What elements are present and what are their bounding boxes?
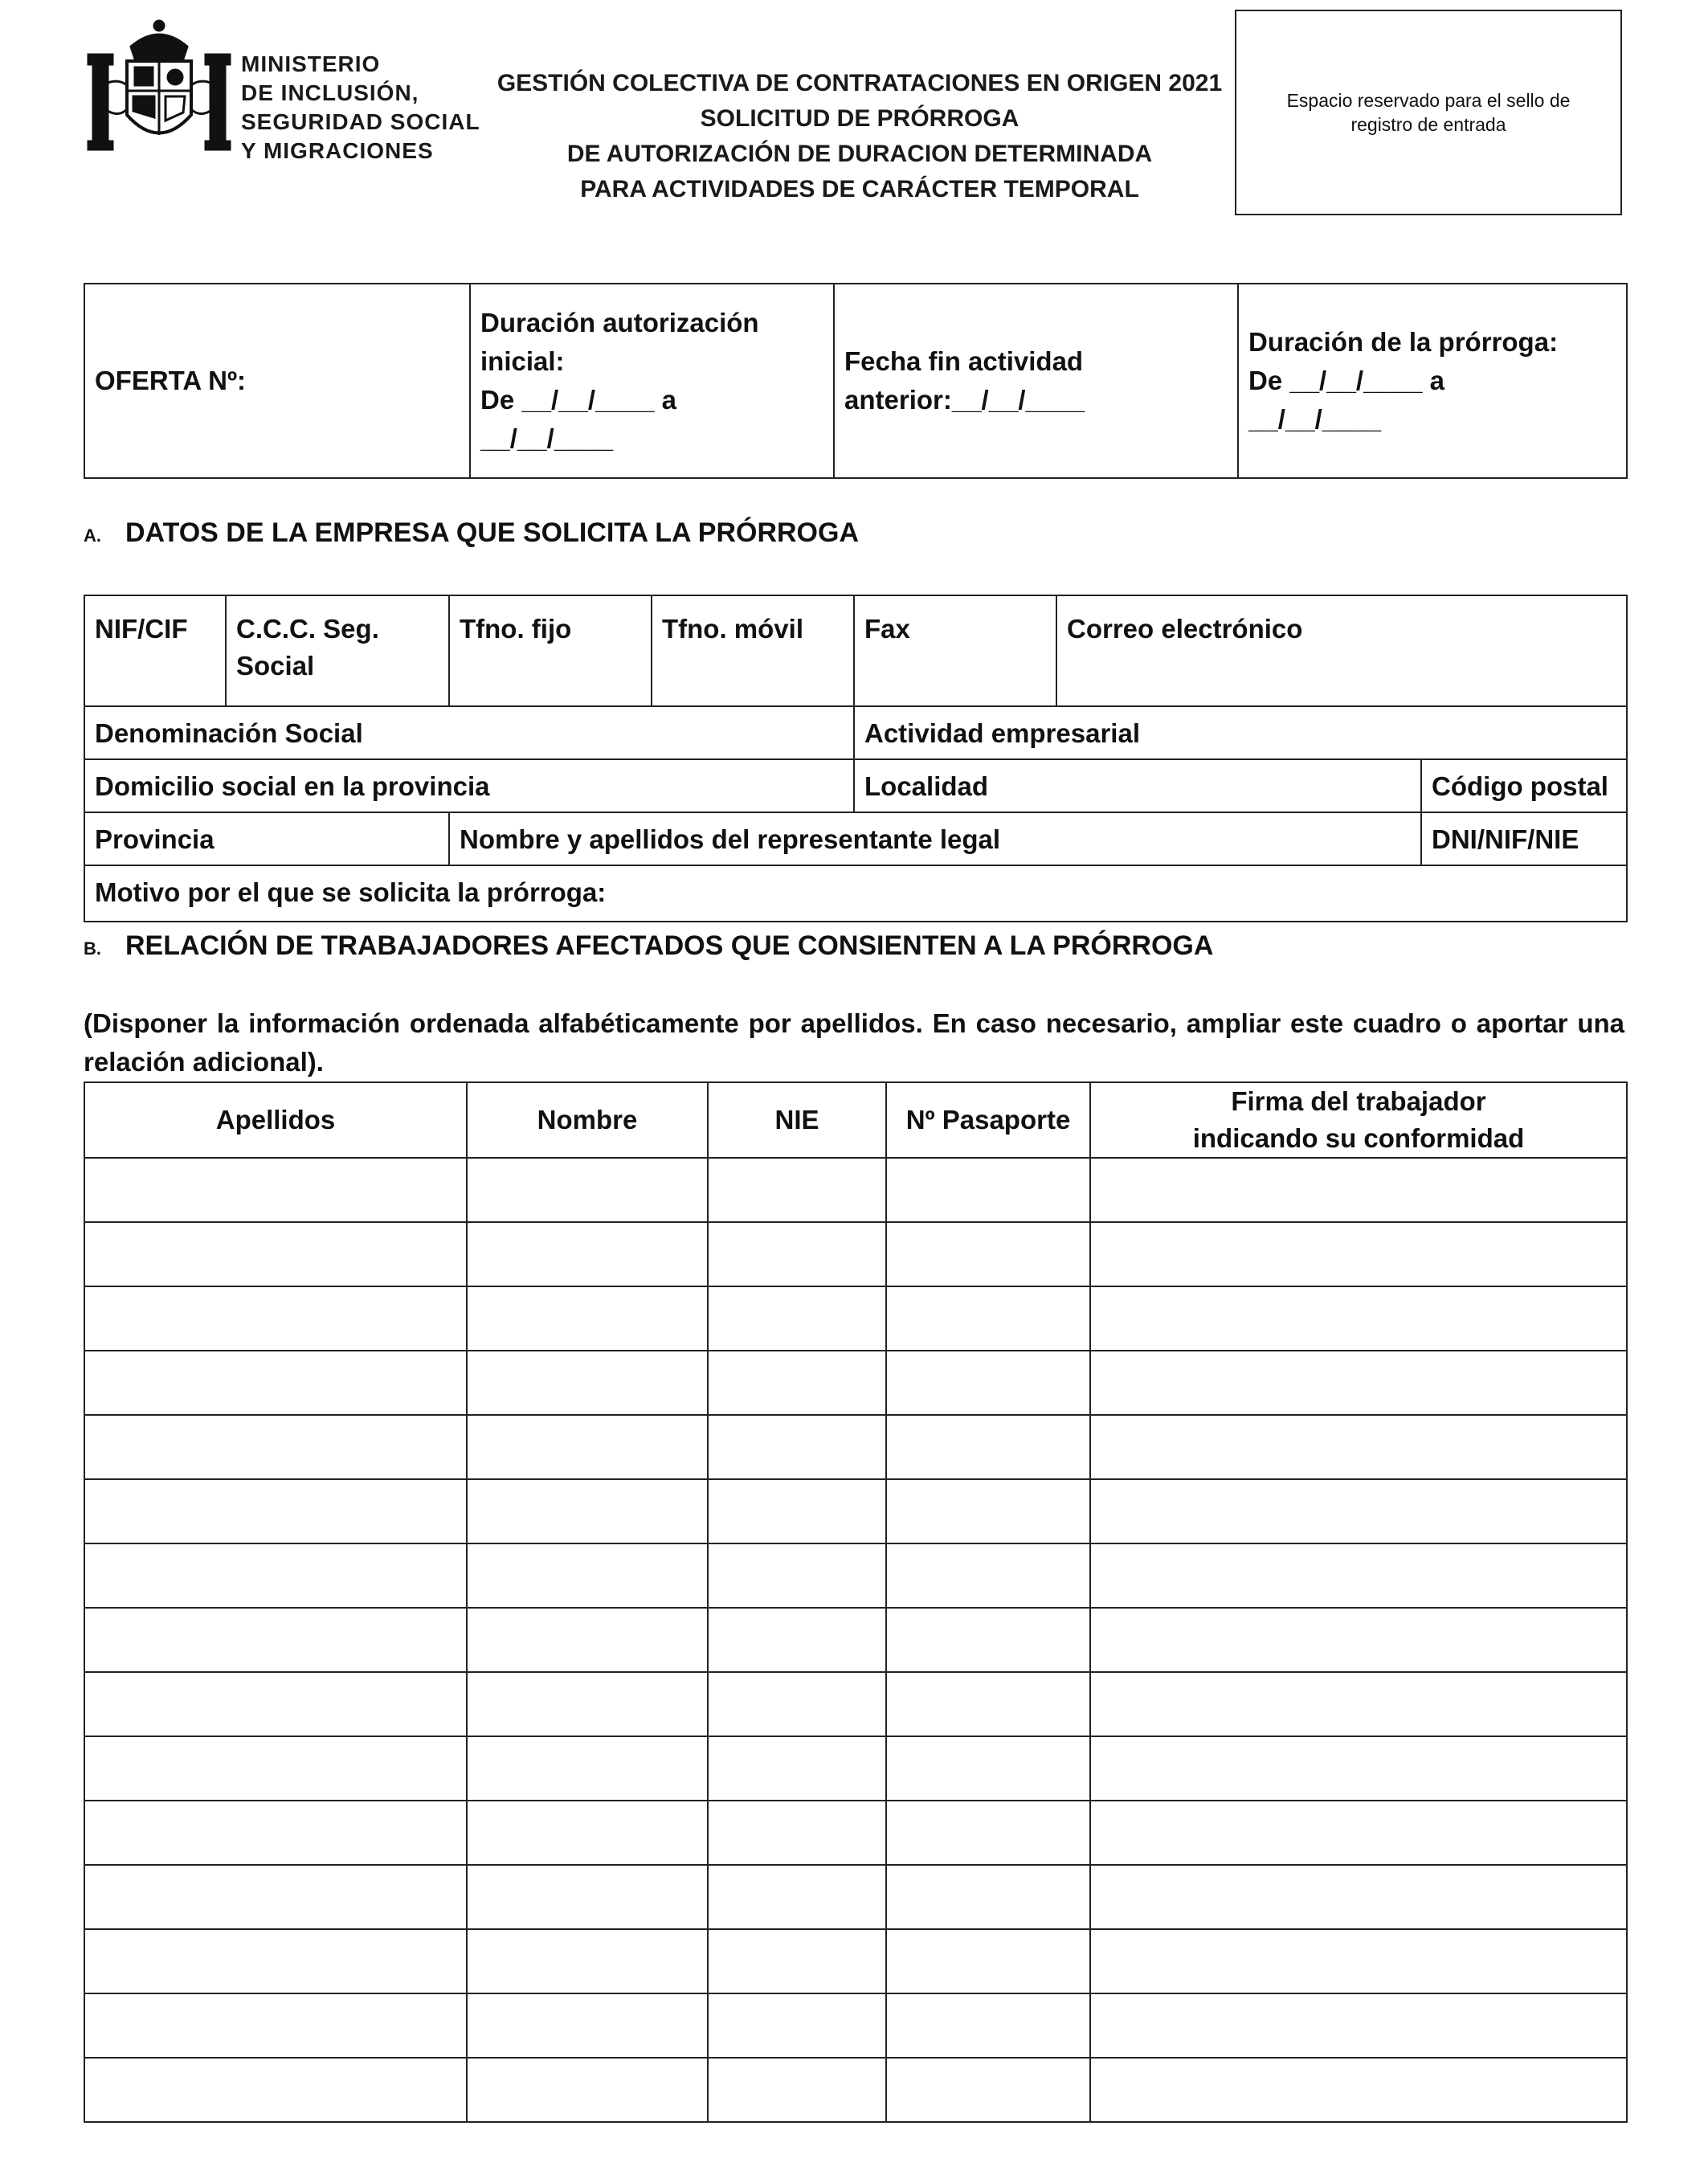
firma-cell[interactable] <box>1090 1672 1627 1736</box>
pasaporte-cell[interactable] <box>886 2058 1090 2122</box>
table-row <box>84 1929 1627 1993</box>
apellidos-cell[interactable] <box>84 1608 467 1672</box>
dni-field[interactable] <box>1421 812 1627 865</box>
table-row <box>84 1608 1627 1672</box>
stamp-text: Espacio reservado para el sello de registro de entrada <box>1286 90 1571 135</box>
firma-cell[interactable] <box>1090 1286 1627 1351</box>
title-line: GESTIÓN COLECTIVA DE CONTRATACIONES EN ORIGEN 2021 <box>496 70 1223 96</box>
firma-cell[interactable] <box>1090 1993 1627 2058</box>
firma-cell[interactable] <box>1090 1543 1627 1608</box>
fax-field[interactable] <box>854 595 1056 706</box>
firma-cell[interactable] <box>1090 1415 1627 1479</box>
apellidos-cell[interactable] <box>84 1801 467 1865</box>
pasaporte-cell[interactable] <box>886 1929 1090 1993</box>
pasaporte-cell[interactable] <box>886 1415 1090 1479</box>
apellidos-cell[interactable] <box>84 1222 467 1286</box>
title-line: SOLICITUD DE PRÓRROGA <box>700 105 1019 132</box>
duracion-line: De __/__/____ a <box>480 385 677 415</box>
pasaporte-cell[interactable] <box>886 1351 1090 1415</box>
prorroga-line: __/__/____ <box>1248 404 1382 434</box>
tfno-movil-field[interactable] <box>652 595 854 706</box>
ccc-field[interactable] <box>226 595 449 706</box>
section-a-heading <box>84 517 859 549</box>
field-label: NIF/CIF <box>95 614 188 644</box>
nie-cell[interactable] <box>708 1479 886 1543</box>
oferta-cell[interactable] <box>84 284 470 478</box>
nie-cell[interactable] <box>708 1672 886 1736</box>
table-row <box>84 1222 1627 1286</box>
nie-cell[interactable] <box>708 1736 886 1801</box>
apellidos-cell[interactable] <box>84 2058 467 2122</box>
prorroga-line: De __/__/____ a <box>1248 366 1445 395</box>
field-label: Actividad empresarial <box>864 718 1140 748</box>
table-row <box>84 1801 1627 1865</box>
field-label: Provincia <box>95 824 215 854</box>
nie-cell[interactable] <box>708 2058 886 2122</box>
title-line: PARA ACTIVIDADES DE CARÁCTER TEMPORAL <box>580 176 1139 202</box>
pasaporte-cell[interactable] <box>886 1736 1090 1801</box>
workers-table <box>84 1081 1628 2123</box>
nombre-cell[interactable] <box>467 1351 708 1415</box>
actividad-field[interactable] <box>854 706 1627 759</box>
field-label: Nombre y apellidos del representante legal <box>460 824 1001 854</box>
firma-cell[interactable] <box>1090 1479 1627 1543</box>
instructions-note: (Disponer la información ordenada alfabéticamente por apellidos. En caso necesario, ampliar este cuadro o aportar una relación adicional). <box>84 1008 1624 1077</box>
firma-cell[interactable] <box>1090 1736 1627 1801</box>
table-row <box>84 1993 1627 2058</box>
field-label: Denominación Social <box>95 718 363 748</box>
pasaporte-cell[interactable] <box>886 1158 1090 1222</box>
coat-of-arms-logo <box>87 14 231 157</box>
field-label: Social <box>236 651 315 681</box>
table-row <box>84 1865 1627 1929</box>
column-header-nombre: Nombre <box>467 1082 708 1158</box>
nie-cell[interactable] <box>708 1993 886 2058</box>
duracion-inicial-cell[interactable] <box>470 284 834 478</box>
apellidos-cell[interactable] <box>84 1415 467 1479</box>
firma-cell[interactable] <box>1090 1158 1627 1222</box>
field-label: Localidad <box>864 771 989 801</box>
nombre-cell[interactable] <box>467 1286 708 1351</box>
duracion-line: inicial: <box>480 346 565 376</box>
pasaporte-cell[interactable] <box>886 1543 1090 1608</box>
table-row <box>84 1351 1627 1415</box>
apellidos-cell[interactable] <box>84 1929 467 1993</box>
column-header-pasaporte: Nº Pasaporte <box>886 1082 1090 1158</box>
field-label: Tfno. móvil <box>662 614 803 644</box>
firma-cell[interactable] <box>1090 1351 1627 1415</box>
ministry-line: DE INCLUSIÓN, <box>241 80 419 105</box>
nie-cell[interactable] <box>708 1415 886 1479</box>
nie-cell[interactable] <box>708 1286 886 1351</box>
table-row <box>84 1736 1627 1801</box>
firma-cell[interactable] <box>1090 1608 1627 1672</box>
field-label: DNI/NIF/NIE <box>1432 824 1579 854</box>
nombre-cell[interactable] <box>467 1672 708 1736</box>
table-header-row <box>84 1082 1627 1158</box>
provincia-field[interactable] <box>84 812 449 865</box>
nif-cif-field[interactable] <box>84 595 226 706</box>
pasaporte-cell[interactable] <box>886 1801 1090 1865</box>
apellidos-cell[interactable] <box>84 1158 467 1222</box>
nie-cell[interactable] <box>708 1543 886 1608</box>
tfno-fijo-field[interactable] <box>449 595 652 706</box>
nombre-cell[interactable] <box>467 1801 708 1865</box>
field-label: C.C.C. Seg. <box>236 614 379 644</box>
field-label: Motivo por el que se solicita la prórroga: <box>95 877 607 907</box>
table-row <box>84 2058 1627 2122</box>
section-letter: B. <box>84 938 101 959</box>
nie-cell[interactable] <box>708 1929 886 1993</box>
pasaporte-cell[interactable] <box>886 1479 1090 1543</box>
table-row <box>84 1158 1627 1222</box>
nombre-cell[interactable] <box>467 1543 708 1608</box>
table-row <box>84 1479 1627 1543</box>
section-b-heading <box>84 930 1213 962</box>
prorroga-line: Duración de la prórroga: <box>1248 327 1559 357</box>
coat-of-arms-icon <box>87 14 231 157</box>
nombre-cell[interactable] <box>467 1865 708 1929</box>
table-row <box>84 1415 1627 1479</box>
nombre-cell[interactable] <box>467 1222 708 1286</box>
title-line: DE AUTORIZACIÓN DE DURACION DETERMINADA <box>566 141 1153 167</box>
table-row <box>84 1672 1627 1736</box>
company-data-table <box>84 595 1628 922</box>
firma-cell[interactable] <box>1090 1929 1627 1993</box>
apellidos-cell[interactable] <box>84 1543 467 1608</box>
correo-field[interactable] <box>1056 595 1627 706</box>
pasaporte-cell[interactable] <box>886 1222 1090 1286</box>
field-label: Fax <box>864 614 910 644</box>
apellidos-cell[interactable] <box>84 1736 467 1801</box>
field-label: Tfno. fijo <box>460 614 572 644</box>
pasaporte-cell[interactable] <box>886 1672 1090 1736</box>
apellidos-cell[interactable] <box>84 1865 467 1929</box>
nie-cell[interactable] <box>708 1351 886 1415</box>
ministry-line: SEGURIDAD SOCIAL <box>241 109 480 134</box>
document-title <box>466 66 1253 207</box>
column-header-apellidos: Apellidos <box>84 1082 467 1158</box>
section-title: DATOS DE LA EMPRESA QUE SOLICITA LA PRÓRROGA <box>125 517 860 548</box>
fecha-fin-cell[interactable] <box>834 284 1238 478</box>
motivo-field[interactable] <box>84 865 1627 922</box>
ministry-line: Y MIGRACIONES <box>241 138 434 163</box>
nombre-cell[interactable] <box>467 1993 708 2058</box>
localidad-field[interactable] <box>854 759 1421 812</box>
representante-field[interactable] <box>449 812 1421 865</box>
ministry-line: MINISTERIO <box>241 51 381 76</box>
nombre-cell[interactable] <box>467 2058 708 2122</box>
duracion-line: __/__/____ <box>480 423 614 453</box>
duracion-prorroga-cell[interactable] <box>1238 284 1627 478</box>
apellidos-cell[interactable] <box>84 1479 467 1543</box>
offer-table <box>84 283 1628 479</box>
oferta-label: OFERTA Nº: <box>95 366 247 395</box>
firma-header-line: Firma del trabajador <box>1231 1086 1486 1116</box>
nombre-cell[interactable] <box>467 1929 708 1993</box>
column-header-firma <box>1090 1082 1627 1158</box>
denominacion-field[interactable] <box>84 706 854 759</box>
domicilio-field[interactable] <box>84 759 854 812</box>
firma-cell[interactable] <box>1090 1865 1627 1929</box>
fecha-line: Fecha fin actividad <box>844 346 1084 376</box>
firma-cell[interactable] <box>1090 1801 1627 1865</box>
nombre-cell[interactable] <box>467 1608 708 1672</box>
nie-cell[interactable] <box>708 1865 886 1929</box>
apellidos-cell[interactable] <box>84 1351 467 1415</box>
duracion-line: Duración autorización <box>480 308 759 337</box>
nombre-cell[interactable] <box>467 1158 708 1222</box>
apellidos-cell[interactable] <box>84 1286 467 1351</box>
nie-cell[interactable] <box>708 1158 886 1222</box>
table-row <box>84 1543 1627 1608</box>
nombre-cell[interactable] <box>467 1415 708 1479</box>
column-header-nie: NIE <box>708 1082 886 1158</box>
apellidos-cell[interactable] <box>84 1672 467 1736</box>
section-letter: A. <box>84 525 101 546</box>
codigo-postal-field[interactable] <box>1421 759 1627 812</box>
firma-cell[interactable] <box>1090 1222 1627 1286</box>
nie-cell[interactable] <box>708 1222 886 1286</box>
nombre-cell[interactable] <box>467 1479 708 1543</box>
pasaporte-cell[interactable] <box>886 1286 1090 1351</box>
field-label: Código postal <box>1432 771 1608 801</box>
table-row <box>84 1286 1627 1351</box>
field-label: Domicilio social en la provincia <box>95 771 490 801</box>
fecha-line: anterior:__/__/____ <box>844 385 1085 415</box>
field-label: Correo electrónico <box>1067 614 1303 644</box>
pasaporte-cell[interactable] <box>886 1608 1090 1672</box>
firma-header-line: indicando su conformidad <box>1192 1123 1525 1153</box>
firma-cell[interactable] <box>1090 2058 1627 2122</box>
workers-table-body <box>84 1158 1627 2122</box>
registry-stamp-box <box>1235 10 1622 215</box>
pasaporte-cell[interactable] <box>886 1865 1090 1929</box>
section-title: RELACIÓN DE TRABAJADORES AFECTADOS QUE CONSIENTEN A LA PRÓRROGA <box>125 930 1214 961</box>
nombre-cell[interactable] <box>467 1736 708 1801</box>
pasaporte-cell[interactable] <box>886 1993 1090 2058</box>
ministry-name <box>241 50 480 166</box>
apellidos-cell[interactable] <box>84 1993 467 2058</box>
nie-cell[interactable] <box>708 1608 886 1672</box>
nie-cell[interactable] <box>708 1801 886 1865</box>
